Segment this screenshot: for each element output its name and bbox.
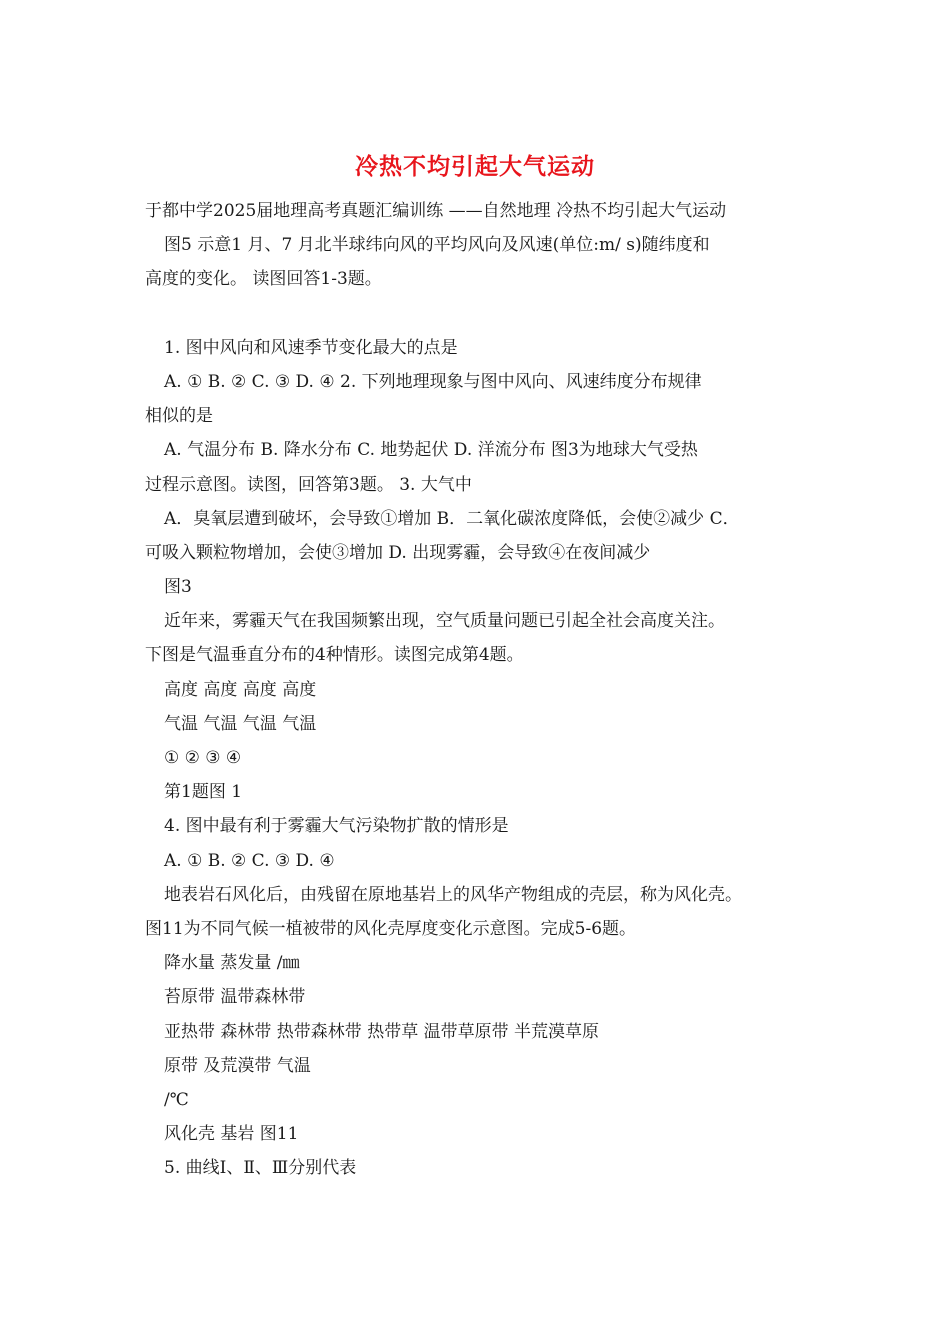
text-line: 高度 高度 高度 高度 [164, 679, 317, 700]
text-line: A. ① B. ② C. ③ D. ④ [164, 850, 335, 871]
text-line: 下图是气温垂直分布的4种情形。读图完成第4题。 [145, 645, 524, 666]
text-line: 地表岩石风化后，由残留在原地基岩上的风华产物组成的壳层，称为风化壳。 [164, 884, 742, 905]
text-line: ① ② ③ ④ [164, 748, 242, 768]
text-line: 可吸入颗粒物增加，会使③增加 D. 出现雾霾，会导致④在夜间减少 [145, 542, 651, 563]
text-line: 亚热带 森林带 热带森林带 热带草 温带草原带 半荒漠草原 [164, 1021, 600, 1042]
text-line: /℃ [164, 1089, 189, 1110]
text-line: 过程示意图。读图，回答第3题。 3. 大气中 [145, 474, 472, 495]
text-line: 降水量 蒸发量 /㎜ [164, 953, 300, 974]
text-line: 原带 及荒漠带 气温 [164, 1055, 311, 1076]
text-line: 图11为不同气候一植被带的风化壳厚度变化示意图。完成5-6题。 [145, 918, 637, 939]
text-line: 高度的变化。 读图回答1-3题。 [145, 269, 382, 290]
text-line: 图5 示意1 月、7 月北半球纬向风的平均风向及风速(单位:m/ s)随纬度和 [164, 235, 710, 256]
text-line: A. ① B. ② C. ③ D. ④ 2. 下列地理现象与图中风向、风速纬度分布规律 [164, 371, 702, 392]
text-line: 第1题图 1 [164, 782, 243, 803]
text-line: 相似的是 [145, 406, 213, 427]
text-line: A．臭氧层遭到破坏，会导致①增加 B．二氧化碳浓度降低，会使②减少 C． [164, 508, 740, 529]
text-line: 5. 曲线Ⅰ、Ⅱ、Ⅲ分别代表 [164, 1158, 357, 1179]
text-line: 近年来，雾霾天气在我国频繁出现，空气质量问题已引起全社会高度关注。 [164, 611, 725, 632]
text-line: 于都中学2025届地理高考真题汇编训练 ——自然地理 冷热不均引起大气运动 [145, 201, 727, 221]
text-line: 图3 [164, 577, 192, 598]
text-line: 气温 气温 气温 气温 [164, 713, 317, 734]
text-line: 风化壳 基岩 图11 [164, 1124, 299, 1145]
document-body [145, 194, 810, 1185]
document-title: 冷热不均引起大气运动 [355, 153, 595, 180]
blank-line [145, 297, 810, 331]
text-line: 苔原带 温带森林带 [164, 987, 306, 1008]
text-line: 4. 图中最有利于雾霾大气污染物扩散的情形是 [164, 816, 509, 837]
text-line: A. 气温分布 B. 降水分布 C. 地势起伏 D. 洋流分布 图3为地球大气受热 [164, 440, 698, 461]
text-line: 1. 图中风向和风速季节变化最大的点是 [164, 337, 458, 358]
